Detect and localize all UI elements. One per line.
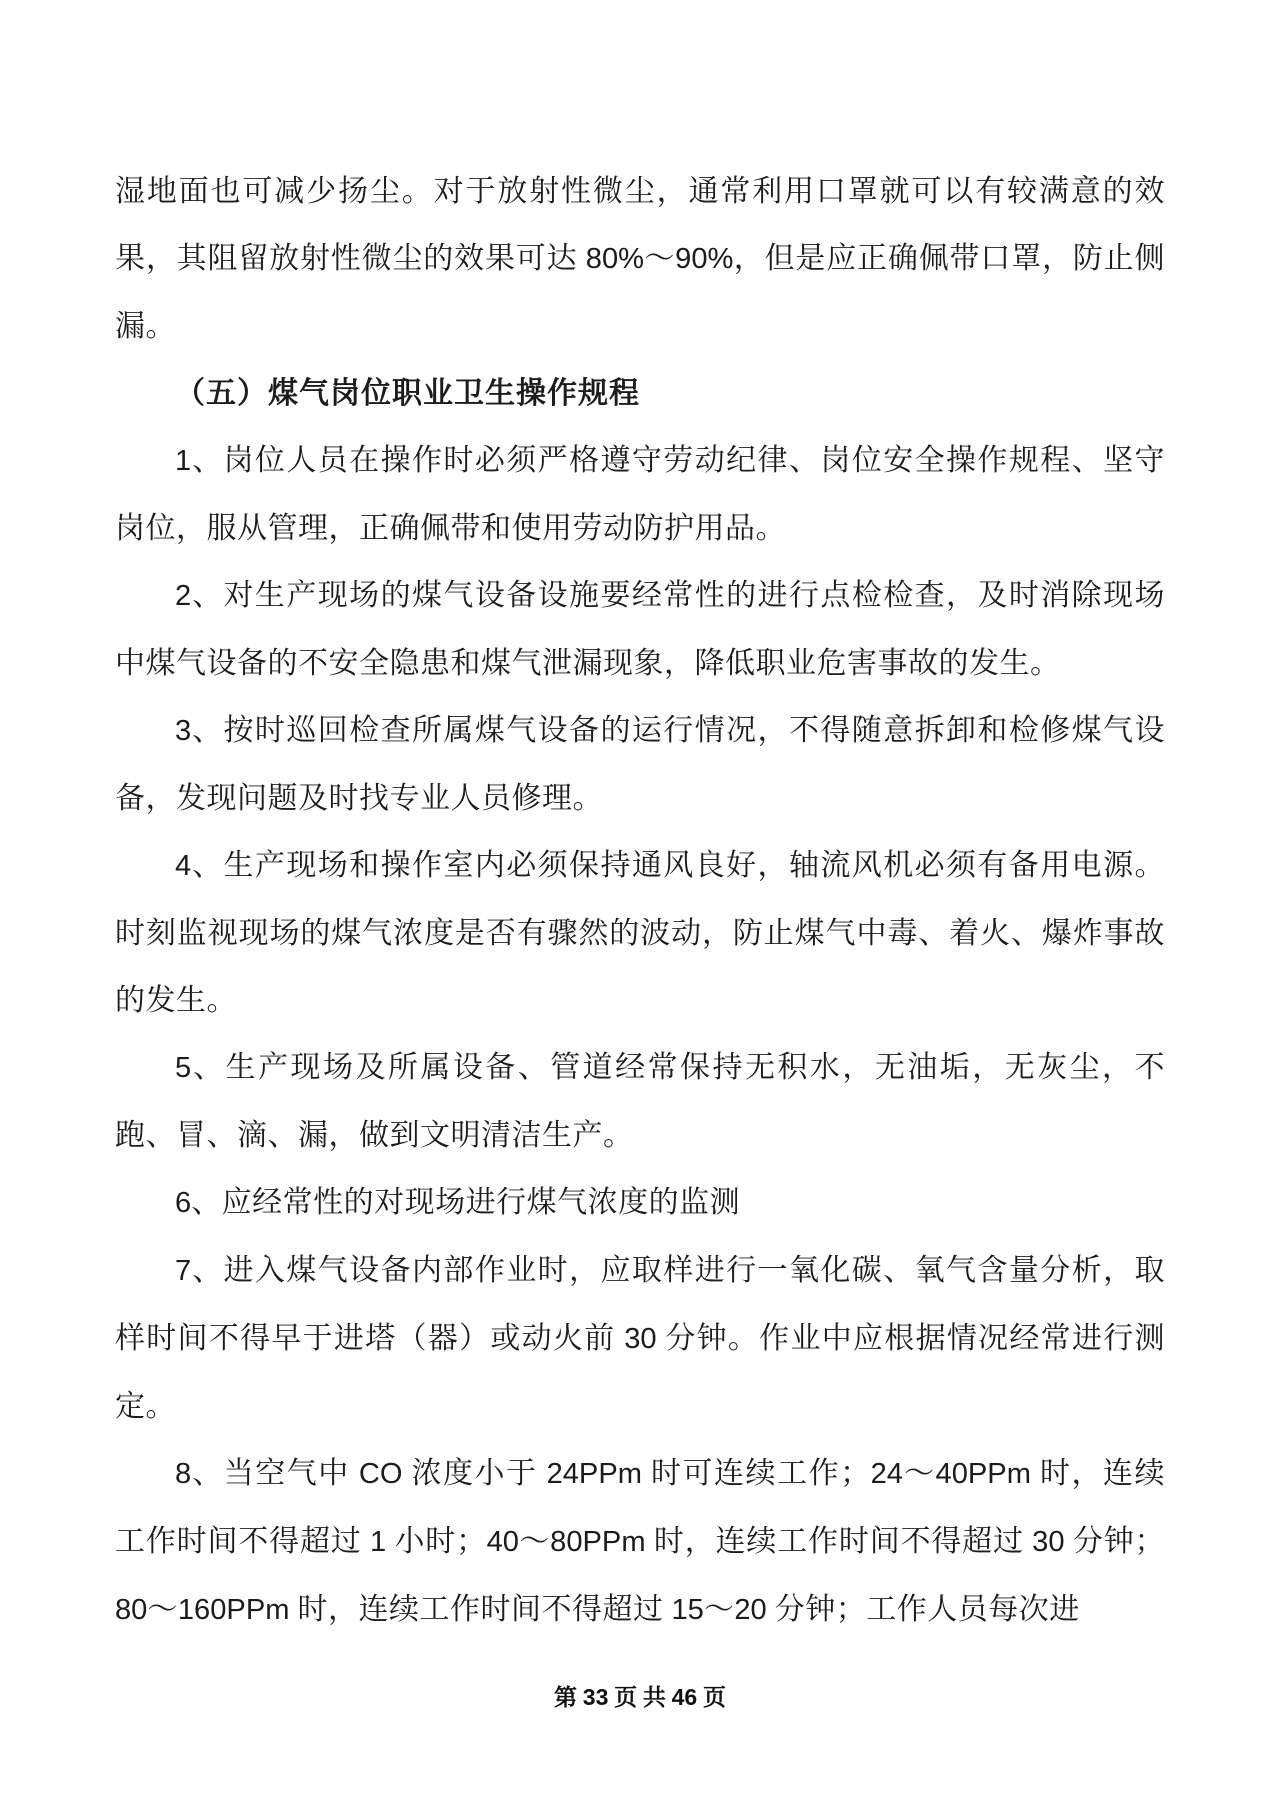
latin-text: 90% bbox=[675, 243, 734, 275]
page-number-label: 第 33 页 共 46 页 bbox=[554, 1684, 726, 1710]
latin-text: 80% bbox=[585, 243, 644, 275]
paragraph: 湿地面也可减少扬尘。对于放射性微尘，通常利用口罩就可以有较满意的效果，其阻留放射性微尘的效果可达 80%～90%，但是应正确佩带口罩，防止侧漏。 bbox=[115, 175, 1166, 343]
section-heading: （五）煤气岗位职业卫生操作规程 bbox=[175, 377, 640, 410]
page-footer bbox=[0, 1680, 1280, 1715]
paragraph: 1、岗位人员在操作时必须严格遵守劳动纪律、岗位安全操作规程、坚守岗位，服从管理，正确佩带和使用劳动防护用品。 bbox=[115, 444, 1165, 545]
latin-text: 46 bbox=[671, 1684, 698, 1710]
document-body bbox=[115, 158, 1165, 1644]
latin-text: 160PPm bbox=[177, 1594, 290, 1626]
paragraph: 6、应经常性的对现场进行煤气浓度的监测 bbox=[175, 1186, 741, 1219]
latin-text: 3 bbox=[175, 715, 192, 747]
latin-text: 80 bbox=[115, 1594, 148, 1626]
latin-text: 24 bbox=[870, 1458, 903, 1490]
latin-text: 8 bbox=[175, 1458, 192, 1490]
paragraph: 5、生产现场及所属设备、管道经常保持无积水，无油垢，无灰尘，不跑、冒、滴、漏，做到文明清洁生产。 bbox=[115, 1051, 1165, 1152]
latin-text: 24PPm bbox=[546, 1458, 642, 1490]
latin-text: CO bbox=[358, 1458, 403, 1490]
paragraph: 4、生产现场和操作室内必须保持通风良好，轴流风机必须有备用电源。时刻监视现场的煤气浓度是否有骤然的波动，防止煤气中毒、着火、爆炸事故的发生。 bbox=[115, 849, 1165, 1017]
latin-text: 40 bbox=[486, 1526, 519, 1558]
latin-text: 20 bbox=[734, 1594, 767, 1626]
latin-text: 5 bbox=[175, 1052, 192, 1084]
latin-text: 30 bbox=[1032, 1526, 1065, 1558]
paragraph: 7、进入煤气设备内部作业时，应取样进行一氧化碳、氧气含量分析，取样时间不得早于进塔（器）或动火前 30 分钟。作业中应根据情况经常进行测定。 bbox=[115, 1254, 1166, 1423]
latin-text: 30 bbox=[624, 1323, 657, 1355]
latin-text: 7 bbox=[175, 1255, 192, 1287]
latin-text: 80PPm bbox=[550, 1526, 646, 1558]
paragraph: 8、当空气中 CO 浓度小于 24PPm 时可连续工作；24～40PPm 时，连续工作时间不得超过 1 小时；40～80PPm 时，连续工作时间不得超过 30 分钟；80～160PPm 时，连续工作时间不得超过 15～20 分钟；工作人员每次进 bbox=[115, 1457, 1166, 1626]
latin-text: 1 bbox=[369, 1526, 387, 1558]
latin-text: 15 bbox=[671, 1594, 704, 1626]
latin-text: 33 bbox=[582, 1684, 609, 1710]
latin-text: 1 bbox=[175, 445, 192, 477]
latin-text: 2 bbox=[175, 580, 192, 612]
latin-text: 4 bbox=[175, 850, 192, 882]
paragraph: 3、按时巡回检查所属煤气设备的运行情况，不得随意拆卸和检修煤气设备，发现问题及时找专业人员修理。 bbox=[115, 714, 1165, 815]
latin-text: 6 bbox=[175, 1187, 192, 1219]
latin-text: 40PPm bbox=[935, 1458, 1031, 1490]
paragraph: 2、对生产现场的煤气设备设施要经常性的进行点检检查，及时消除现场中煤气设备的不安全隐患和煤气泄漏现象，降低职业危害事故的发生。 bbox=[115, 579, 1165, 680]
